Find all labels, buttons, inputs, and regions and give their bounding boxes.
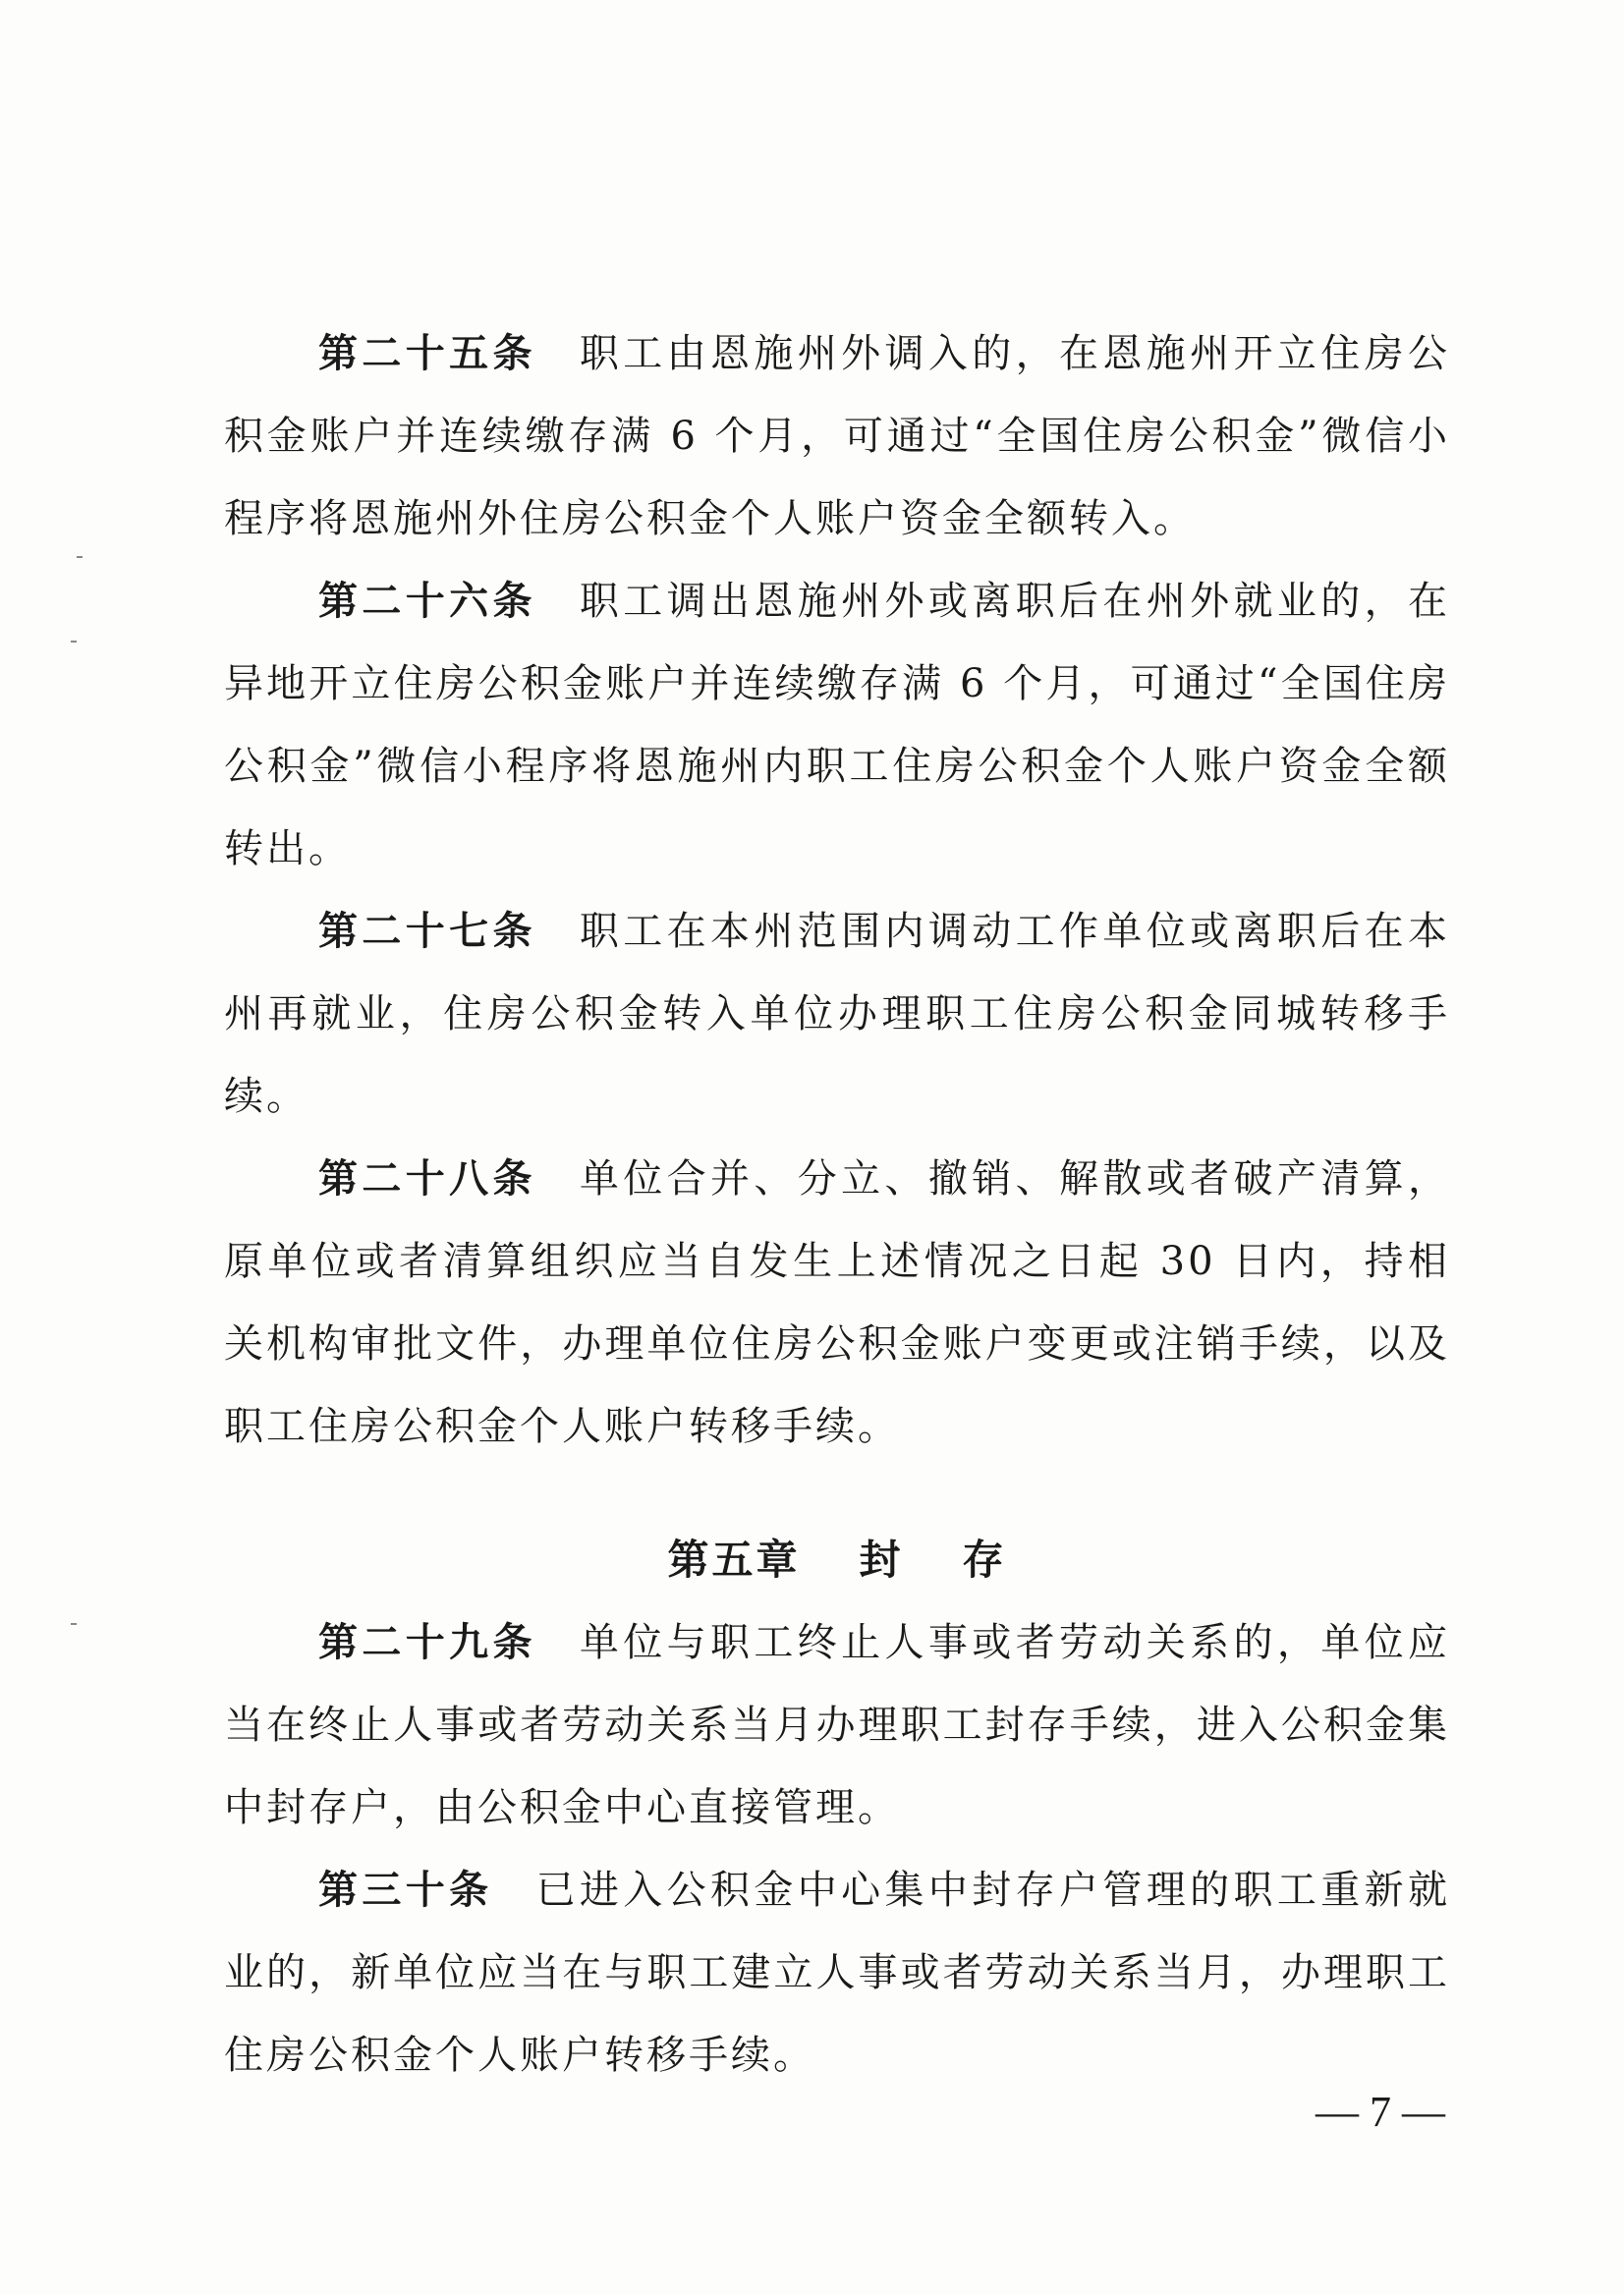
chapter-number: 第五章 xyxy=(667,1536,801,1584)
article-28 xyxy=(224,1138,1450,1468)
article-25 xyxy=(224,312,1450,560)
scan-speck xyxy=(71,641,77,643)
article-text: 单位与职工终止人事或者劳动关系的，单位应当在终止人事或者劳动关系当月办理职工封存手续，进入公积金集中封存户，由公积金中心直接管理。 xyxy=(224,1620,1450,1830)
article-27 xyxy=(224,890,1450,1138)
article-label: 第三十条 xyxy=(318,1867,493,1913)
article-29 xyxy=(224,1601,1450,1849)
chapter-title-part2: 存 xyxy=(962,1536,1007,1584)
article-26 xyxy=(224,560,1450,890)
article-30 xyxy=(224,1849,1450,2097)
chapter-title-part1: 封 xyxy=(859,1536,904,1584)
article-text: 职工由恩施州外调入的，在恩施州开立住房公积金账户并连续缴存满 6 个月，可通过“全国住房公积金”微信小程序将恩施州外住房公积金个人账户资金全额转入。 xyxy=(224,331,1450,541)
article-text: 已进入公积金中心集中封存户管理的职工重新就业的，新单位应当在与职工建立人事或者劳动关系当月，办理职工住房公积金个人账户转移手续。 xyxy=(224,1868,1450,2078)
scan-speck xyxy=(71,1623,77,1625)
page-number: — 7 — xyxy=(1316,2088,1445,2136)
article-label: 第二十九条 xyxy=(318,1619,536,1665)
article-text: 职工调出恩施州外或离职后在州外就业的，在异地开立住房公积金账户并连续缴存满 6 个月，可通过“全国住房公积金”微信小程序将恩施州内职工住房公积金个人账户资金全额转出。 xyxy=(224,579,1450,871)
article-label: 第二十六条 xyxy=(318,578,536,624)
article-label: 第二十五条 xyxy=(318,330,536,376)
article-text: 职工在本州范围内调动工作单位或离职后在本州再就业，住房公积金转入单位办理职工住房公积金同城转移手续。 xyxy=(224,909,1450,1119)
article-label: 第二十八条 xyxy=(318,1155,536,1202)
article-text: 单位合并、分立、撤销、解散或者破产清算，原单位或者清算组织应当自发生上述情况之日起 30 日内，持相关机构审批文件，办理单位住房公积金账户变更或注销手续，以及职工住房公积金个人账户转移手续。 xyxy=(224,1156,1450,1449)
article-label: 第二十七条 xyxy=(318,908,536,954)
document-body xyxy=(224,312,1450,2097)
chapter-heading xyxy=(224,1519,1450,1601)
scan-speck xyxy=(77,556,83,558)
